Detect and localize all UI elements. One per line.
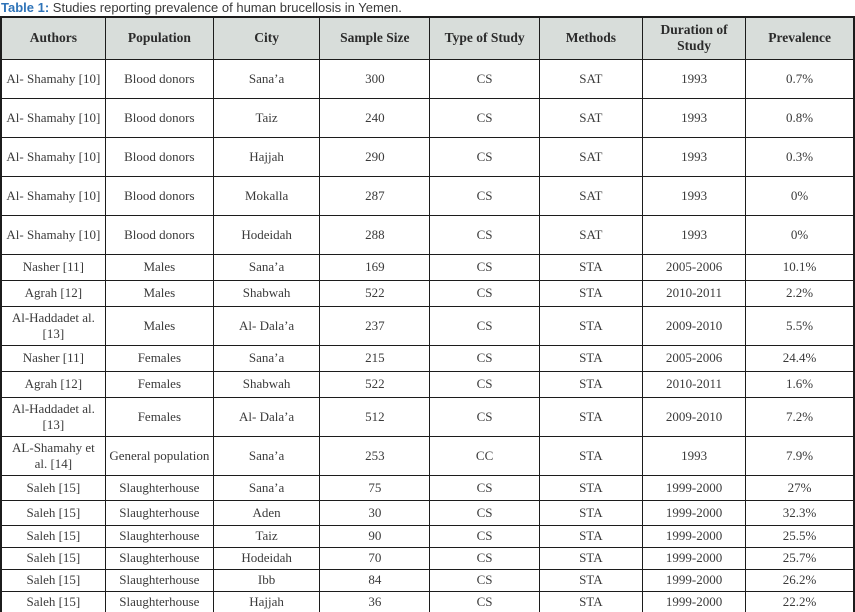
cell-sample-size: 36 (320, 591, 430, 612)
cell-sample-size: 75 (320, 475, 430, 500)
cell-sample-size: 169 (320, 254, 430, 280)
cell-methods: STA (539, 280, 642, 306)
cell-city: Al- Dala’a (213, 397, 319, 436)
cell-city: Sana’a (213, 254, 319, 280)
cell-prevalence: 7.2% (746, 397, 854, 436)
cell-population: Blood donors (105, 215, 213, 254)
cell-population: Blood donors (105, 98, 213, 137)
cell-prevalence: 25.7% (746, 547, 854, 569)
cell-type-of-study: CS (430, 306, 539, 345)
cell-duration-of-study: 1993 (642, 436, 745, 475)
cell-authors: Saleh [15] (1, 525, 105, 547)
cell-sample-size: 522 (320, 280, 430, 306)
cell-population: Slaughterhouse (105, 591, 213, 612)
table-caption-label: Table 1: (1, 0, 50, 15)
cell-prevalence: 27% (746, 475, 854, 500)
table-row (1, 345, 854, 371)
table-row (1, 436, 854, 475)
cell-city: Al- Dala’a (213, 306, 319, 345)
cell-population: Females (105, 397, 213, 436)
cell-population: Slaughterhouse (105, 475, 213, 500)
cell-duration-of-study: 1999-2000 (642, 547, 745, 569)
cell-duration-of-study: 2005-2006 (642, 254, 745, 280)
table-row (1, 475, 854, 500)
table-caption-text: Studies reporting prevalence of human brucellosis in Yemen. (52, 0, 402, 15)
cell-duration-of-study: 2009-2010 (642, 397, 745, 436)
cell-population: Blood donors (105, 176, 213, 215)
cell-prevalence: 22.2% (746, 591, 854, 612)
table-row (1, 591, 854, 612)
cell-type-of-study: CS (430, 371, 539, 397)
table-row (1, 176, 854, 215)
cell-prevalence: 2.2% (746, 280, 854, 306)
cell-city: Sana’a (213, 475, 319, 500)
cell-methods: SAT (539, 215, 642, 254)
cell-sample-size: 90 (320, 525, 430, 547)
column-header-methods: Methods (539, 17, 642, 59)
cell-authors: Al- Shamahy [10] (1, 176, 105, 215)
table-row (1, 306, 854, 345)
cell-prevalence: 24.4% (746, 345, 854, 371)
cell-type-of-study: CS (430, 280, 539, 306)
cell-duration-of-study: 1993 (642, 137, 745, 176)
cell-population: Males (105, 280, 213, 306)
cell-methods: STA (539, 397, 642, 436)
cell-city: Shabwah (213, 280, 319, 306)
studies-table (0, 16, 855, 612)
table-row (1, 500, 854, 525)
table-caption (0, 0, 855, 16)
cell-type-of-study: CS (430, 254, 539, 280)
cell-sample-size: 288 (320, 215, 430, 254)
table-row (1, 371, 854, 397)
cell-authors: Al- Shamahy [10] (1, 215, 105, 254)
table-row (1, 137, 854, 176)
table-row (1, 98, 854, 137)
cell-population: Slaughterhouse (105, 500, 213, 525)
cell-population: Females (105, 371, 213, 397)
cell-population: Males (105, 306, 213, 345)
cell-duration-of-study: 1999-2000 (642, 569, 745, 591)
cell-population: Slaughterhouse (105, 525, 213, 547)
cell-city: Sana’a (213, 59, 319, 98)
cell-type-of-study: CS (430, 475, 539, 500)
table-row (1, 569, 854, 591)
cell-methods: STA (539, 525, 642, 547)
cell-duration-of-study: 1993 (642, 215, 745, 254)
cell-methods: STA (539, 569, 642, 591)
cell-city: Hajjah (213, 591, 319, 612)
cell-population: Slaughterhouse (105, 547, 213, 569)
cell-methods: SAT (539, 137, 642, 176)
cell-methods: STA (539, 254, 642, 280)
cell-city: Mokalla (213, 176, 319, 215)
column-header-population: Population (105, 17, 213, 59)
cell-population: Females (105, 345, 213, 371)
cell-authors: Saleh [15] (1, 475, 105, 500)
cell-methods: STA (539, 547, 642, 569)
cell-prevalence: 25.5% (746, 525, 854, 547)
cell-city: Hajjah (213, 137, 319, 176)
cell-city: Hodeidah (213, 215, 319, 254)
cell-authors: Nasher [11] (1, 254, 105, 280)
cell-prevalence: 1.6% (746, 371, 854, 397)
cell-type-of-study: CS (430, 591, 539, 612)
cell-sample-size: 70 (320, 547, 430, 569)
cell-authors: Al- Shamahy [10] (1, 59, 105, 98)
cell-authors: Agrah [12] (1, 371, 105, 397)
cell-sample-size: 30 (320, 500, 430, 525)
cell-methods: STA (539, 591, 642, 612)
cell-duration-of-study: 1993 (642, 176, 745, 215)
cell-authors: AL-Shamahy et al. [14] (1, 436, 105, 475)
cell-methods: STA (539, 436, 642, 475)
cell-authors: Al- Shamahy [10] (1, 98, 105, 137)
cell-type-of-study: CS (430, 176, 539, 215)
table-body (1, 59, 854, 612)
cell-sample-size: 253 (320, 436, 430, 475)
column-header-prevalence: Prevalence (746, 17, 854, 59)
cell-population: Males (105, 254, 213, 280)
cell-city: Taiz (213, 98, 319, 137)
cell-methods: STA (539, 500, 642, 525)
cell-city: Sana’a (213, 436, 319, 475)
column-header-city: City (213, 17, 319, 59)
cell-type-of-study: CS (430, 215, 539, 254)
cell-methods: SAT (539, 176, 642, 215)
cell-methods: SAT (539, 98, 642, 137)
cell-methods: STA (539, 306, 642, 345)
cell-city: Hodeidah (213, 547, 319, 569)
cell-duration-of-study: 1999-2000 (642, 525, 745, 547)
cell-population: Slaughterhouse (105, 569, 213, 591)
cell-type-of-study: CS (430, 98, 539, 137)
cell-city: Sana’a (213, 345, 319, 371)
cell-prevalence: 32.3% (746, 500, 854, 525)
column-header-sample-size: Sample Size (320, 17, 430, 59)
cell-type-of-study: CS (430, 569, 539, 591)
cell-prevalence: 0% (746, 215, 854, 254)
table-row (1, 397, 854, 436)
cell-methods: STA (539, 371, 642, 397)
cell-city: Aden (213, 500, 319, 525)
header-row (1, 17, 854, 59)
column-header-duration-of-study: Duration of Study (642, 17, 745, 59)
cell-prevalence: 0.8% (746, 98, 854, 137)
cell-prevalence: 0% (746, 176, 854, 215)
cell-authors: Saleh [15] (1, 591, 105, 612)
cell-sample-size: 84 (320, 569, 430, 591)
cell-authors: Nasher [11] (1, 345, 105, 371)
cell-sample-size: 287 (320, 176, 430, 215)
cell-authors: Al-Haddadet al. [13] (1, 397, 105, 436)
cell-type-of-study: CS (430, 500, 539, 525)
cell-city: Taiz (213, 525, 319, 547)
cell-prevalence: 5.5% (746, 306, 854, 345)
cell-methods: SAT (539, 59, 642, 98)
cell-duration-of-study: 1999-2000 (642, 475, 745, 500)
cell-population: General population (105, 436, 213, 475)
table-row (1, 215, 854, 254)
table-header (1, 17, 854, 59)
cell-authors: Agrah [12] (1, 280, 105, 306)
table-row (1, 547, 854, 569)
cell-type-of-study: CS (430, 59, 539, 98)
cell-population: Blood donors (105, 59, 213, 98)
cell-population: Blood donors (105, 137, 213, 176)
cell-sample-size: 512 (320, 397, 430, 436)
cell-authors: Al-Haddadet al. [13] (1, 306, 105, 345)
cell-sample-size: 300 (320, 59, 430, 98)
cell-sample-size: 240 (320, 98, 430, 137)
cell-duration-of-study: 1999-2000 (642, 591, 745, 612)
cell-type-of-study: CC (430, 436, 539, 475)
cell-authors: Al- Shamahy [10] (1, 137, 105, 176)
cell-methods: STA (539, 475, 642, 500)
cell-duration-of-study: 1993 (642, 98, 745, 137)
cell-duration-of-study: 2010-2011 (642, 371, 745, 397)
cell-methods: STA (539, 345, 642, 371)
cell-type-of-study: CS (430, 547, 539, 569)
cell-prevalence: 0.7% (746, 59, 854, 98)
cell-type-of-study: CS (430, 345, 539, 371)
cell-duration-of-study: 2005-2006 (642, 345, 745, 371)
cell-duration-of-study: 2010-2011 (642, 280, 745, 306)
cell-sample-size: 215 (320, 345, 430, 371)
cell-prevalence: 7.9% (746, 436, 854, 475)
cell-duration-of-study: 2009-2010 (642, 306, 745, 345)
cell-duration-of-study: 1993 (642, 59, 745, 98)
cell-city: Shabwah (213, 371, 319, 397)
cell-authors: Saleh [15] (1, 500, 105, 525)
column-header-authors: Authors (1, 17, 105, 59)
table-row (1, 254, 854, 280)
cell-authors: Saleh [15] (1, 569, 105, 591)
cell-sample-size: 522 (320, 371, 430, 397)
table-row (1, 280, 854, 306)
table-row (1, 59, 854, 98)
cell-sample-size: 237 (320, 306, 430, 345)
cell-prevalence: 10.1% (746, 254, 854, 280)
cell-type-of-study: CS (430, 525, 539, 547)
table-row (1, 525, 854, 547)
cell-prevalence: 26.2% (746, 569, 854, 591)
cell-type-of-study: CS (430, 137, 539, 176)
cell-duration-of-study: 1999-2000 (642, 500, 745, 525)
cell-sample-size: 290 (320, 137, 430, 176)
column-header-type-of-study: Type of Study (430, 17, 539, 59)
cell-city: Ibb (213, 569, 319, 591)
cell-authors: Saleh [15] (1, 547, 105, 569)
cell-type-of-study: CS (430, 397, 539, 436)
cell-prevalence: 0.3% (746, 137, 854, 176)
